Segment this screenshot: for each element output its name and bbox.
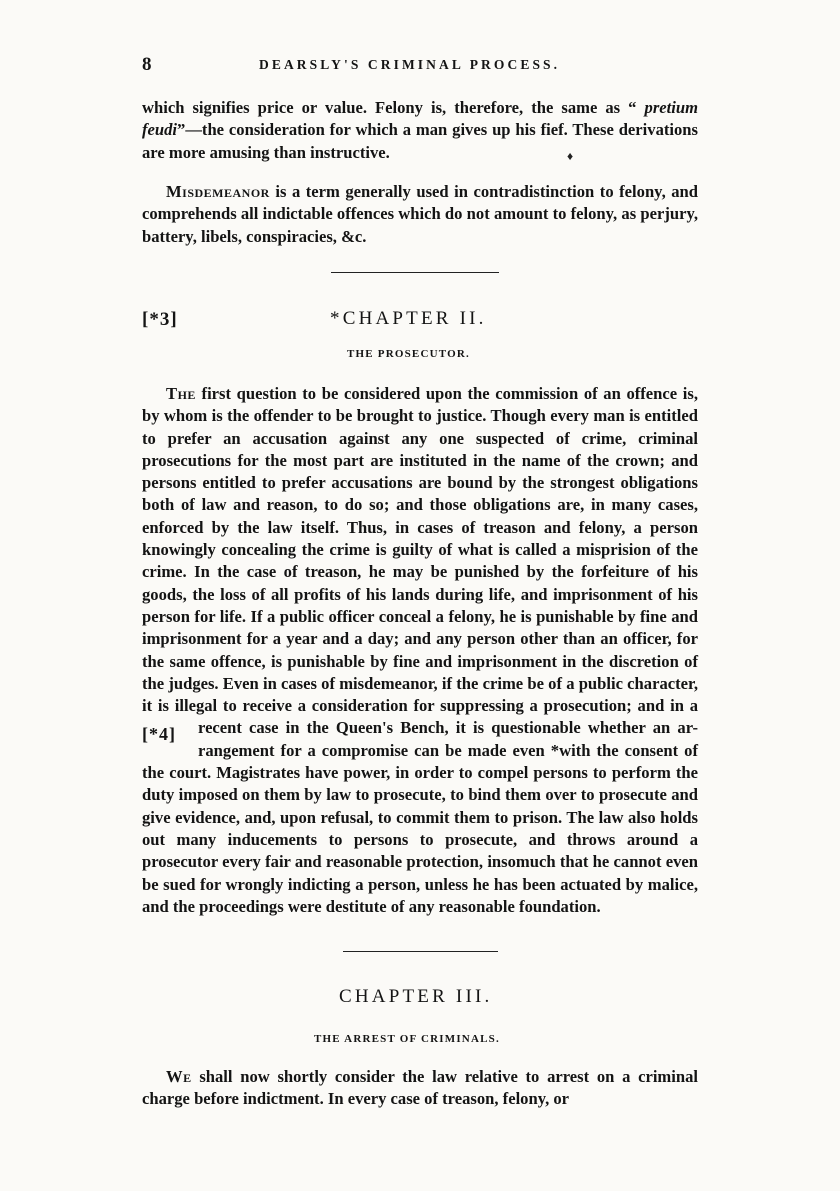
arrest-lead: We bbox=[166, 1067, 192, 1086]
chapter-three-subtitle: THE ARREST OF CRIMINALS. bbox=[314, 1033, 500, 1045]
section-divider bbox=[343, 951, 498, 952]
arrest-paragraph bbox=[142, 1066, 698, 1111]
inline-page-reference: [*4] bbox=[142, 724, 176, 745]
arrest-text: shall now shortly consider the law relative to arrest on a criminal charge before indictment. In every case of treason, felony, or bbox=[142, 1067, 698, 1109]
continuation-text-1: which signifies price or value. Felony is, therefore, the same as “ bbox=[142, 98, 645, 117]
misdemeanor-lead: Misdemeanor bbox=[166, 182, 270, 201]
section-divider bbox=[331, 272, 499, 273]
margin-page-reference: [*3] bbox=[142, 309, 178, 330]
prosecutor-text-2: rangement for a compromise can be made even *with the consent of the court. Magistrates have power, in order to compel persons to perform the duty imposed on them by law to prosecute, to bind them over to prosecute and give evidence, and, upon refusal, to commit them to prison. The law also holds out many inducements to persons to prosecute, and throws around a prosecutor every fair and reasonable protection, insomuch that he cannot even be sued for wrongly indicting a person, unless he has been actuated by malice, and the proceedings were destitute of any reasonable foundation. bbox=[142, 740, 698, 916]
chapter-two-subtitle: THE PROSECUTOR. bbox=[347, 348, 470, 360]
running-head bbox=[142, 54, 698, 82]
running-title: DEARSLY'S CRIMINAL PROCESS. bbox=[259, 57, 561, 72]
continuation-text-2: ”—the consideration for which a man gives up his fief. These derivations are more amusing than instructive. bbox=[142, 120, 698, 162]
chapter-three-heading: CHAPTER III. bbox=[339, 986, 493, 1007]
page-number: 8 bbox=[142, 54, 152, 75]
continuation-paragraph bbox=[142, 97, 698, 164]
misdemeanor-text: is a term generally used in contradistinction to felony, and comprehends all indictable offences which do not amount to felony, as perjury, battery, libels, conspiracies, &c. bbox=[142, 182, 698, 246]
prosecutor-paragraph bbox=[142, 383, 698, 918]
print-speck: ♦ bbox=[567, 149, 574, 163]
prosecutor-lead: The bbox=[166, 384, 196, 403]
chapter-two-heading: *CHAPTER II. bbox=[330, 308, 487, 329]
misdemeanor-paragraph bbox=[142, 181, 698, 248]
prosecutor-text-1: first question to be considered upon the commission of an offence is, by whom is the offender to be brought to justice. Though every man is entitled to prefer an accusation against any one suspected of crime, criminal prosecutions for the most part are instituted in the name of the crown; and persons entitled to prefer accusations are bound by the strongest obligations both of law and reason, to do so; and those obligations are, in many cases, enforced by the law itself. Thus, in cases of treason and felony, a person knowingly concealing the crime is guilty of what is called a misprision of the crime. In the case of treason, he may be punished by the forfeiture of his goods, the loss of all profits of his lands during life, and imprisonment of his person for life. If a public officer conceal a felony, he is punishable by fine and imprisonment for a year and a day; and any person other than an officer, for the same offence, is punishable by fine and imprisonment in the discretion of the judges. Even in cases of misdemeanor, if the crime be of a public character, it is illegal to receive a consideration for suppressing a prosecution; and in a recent case in the Queen's Bench, it is questionable whether an ar- bbox=[142, 384, 698, 738]
latin-term: pretium feudi bbox=[142, 98, 698, 140]
